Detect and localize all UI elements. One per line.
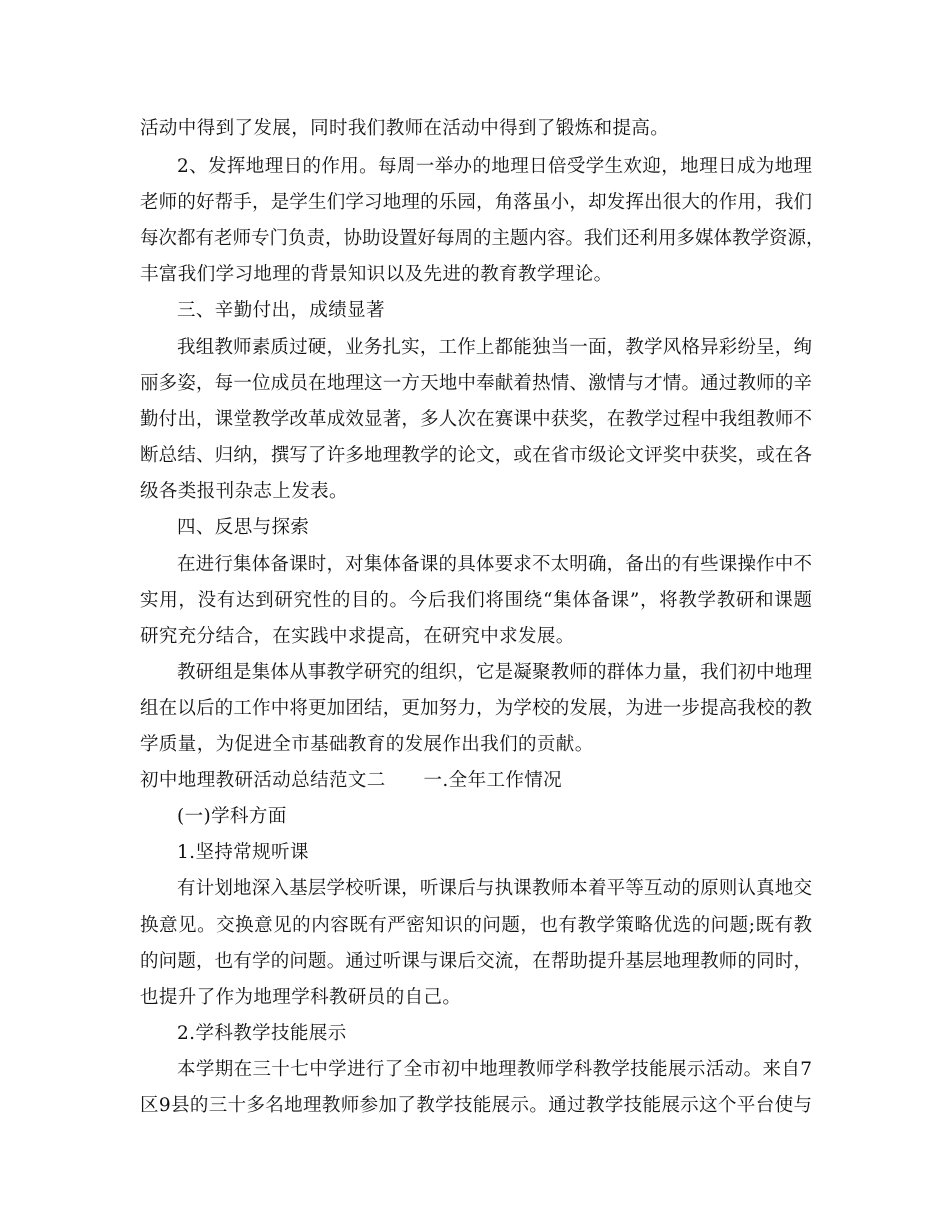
text-line: 老师的好帮手，是学生们学习地理的乐园，角落虽小，却发挥出很大的作用，我们 [140,192,812,213]
section-heading: 三、辛勤付出，成绩显著 [177,300,385,321]
text-line: 在进行集体备课时，对集体备课的具体要求不太明确，备出的有些课操作中不 [177,554,812,575]
text-line: 也提升了作为地理学科教研员的自己。 [140,987,462,1008]
text-line: 级各类报刊杂志上发表。 [140,481,348,502]
text-line: 实用，没有达到研究性的目的。今后我们将围绕“集体备课”，将教学教研和课题 [140,590,812,611]
article-title-line: 初中地理教研活动总结范文二 一.全年工作情况 [140,770,563,791]
text-line: 研究充分结合，在实践中求提高，在研究中求发展。 [140,626,575,647]
subsection-heading: 2.学科教学技能展示 [177,1023,347,1044]
text-line: 我组教师素质过硬，业务扎实，工作上都能独当一面，教学风格异彩纷呈，绚 [177,337,812,358]
text-line: 的问题，也有学的问题。通过听课与课后交流，在帮助提升基层地理教师的同时， [140,951,812,972]
text-line: 区9县的三十多名地理教师参加了教学技能展示。通过教学技能展示这个平台使与 [140,1095,812,1116]
text-line: 勤付出，课堂教学改革成效显著，多人次在赛课中获奖，在教学过程中我组教师不 [140,409,812,430]
section-heading: (一)学科方面 [177,806,287,827]
text-line: 有计划地深入基层学校听课，听课后与执课教师本着平等互动的原则认真地交 [177,878,812,899]
text-line: 丰富我们学习地理的背景知识以及先进的教育教学理论。 [140,264,613,285]
text-line: 学质量，为促进全市基础教育的发展作出我们的贡献。 [140,734,594,755]
text-line: 教研组是集体从事教学研究的组织，它是凝聚教师的群体力量，我们初中地理 [177,662,812,683]
text-line: 本学期在三十七中学进行了全市初中地理教师学科教学技能展示活动。来自7 [177,1059,812,1080]
text-line: 丽多姿，每一位成员在地理这一方天地中奉献着热情、激情与才情。通过教师的辛 [140,373,812,394]
section-heading: 四、反思与探索 [177,517,310,538]
text-line: 2、发挥地理日的作用。每周一举办的地理日倍受学生欢迎，地理日成为地理 [177,156,812,177]
text-line: 换意见。交换意见的内容既有严密知识的问题，也有教学策略优选的问题;既有教 [140,915,812,936]
text-line: 每次都有老师专门负责，协助设置好每周的主题内容。我们还利用多媒体教学资源， [140,228,825,249]
text-line: 组在以后的工作中将更加团结，更加努力，为学校的发展，为进一步提高我校的教 [140,698,812,719]
text-line: 断总结、归纳，撰写了许多地理教学的论文，或在省市级论文评奖中获奖，或在各 [140,445,812,466]
subsection-heading: 1.坚持常规听课 [177,842,309,863]
text-line: 活动中得到了发展，同时我们教师在活动中得到了锻炼和提高。 [140,118,670,139]
